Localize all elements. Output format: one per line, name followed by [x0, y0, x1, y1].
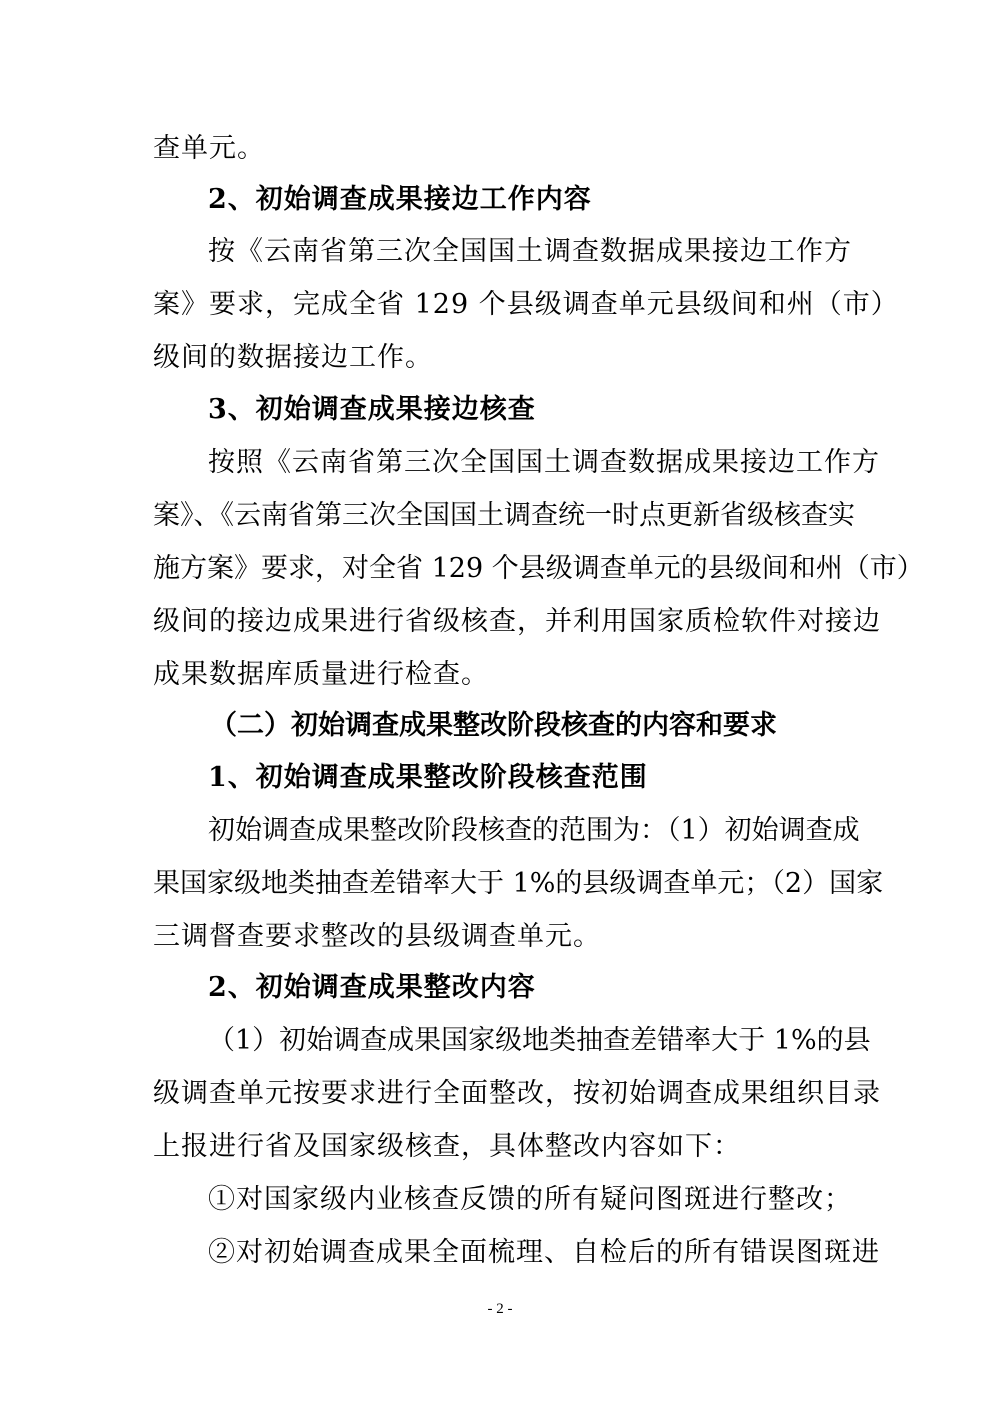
paragraph-line-20: 上报进行省及国家级核查，具体整改内容如下：: [153, 1131, 741, 1162]
paragraph-line-9: 施方案》要求，对全省 129 个县级调查单元的县级间和州（市）: [153, 553, 924, 584]
section-heading-2b: 2、初始调查成果整改内容: [208, 972, 536, 1003]
paragraph-line-7: 按照《云南省第三次全国国土调查数据成果接边工作方: [208, 447, 880, 478]
section-heading-3: 3、初始调查成果接边核查: [208, 394, 536, 425]
paragraph-line-15: 果国家级地类抽查差错率大于 1%的县级调查单元；（2）国家: [153, 868, 884, 899]
paragraph-line-14: 初始调查成果整改阶段核查的范围为：（1）初始调查成: [208, 815, 860, 846]
text-line-1: 查单元。: [153, 133, 265, 164]
paragraph-line-11: 成果数据库质量进行检查。: [153, 659, 489, 690]
section-heading-1: 1、初始调查成果整改阶段核查范围: [208, 762, 648, 793]
subsection-heading-2: （二）初始调查成果整改阶段核查的内容和要求: [210, 710, 777, 741]
section-heading-2: 2、初始调查成果接边工作内容: [208, 184, 592, 215]
list-item-1: ①对国家级内业核查反馈的所有疑问图斑进行整改；: [208, 1184, 852, 1215]
paragraph-line-8: 案》、《云南省第三次全国国土调查统一时点更新省级核查实: [153, 500, 855, 531]
paragraph-line-16: 三调督查要求整改的县级调查单元。: [153, 921, 601, 952]
paragraph-line-5: 级间的数据接边工作。: [153, 342, 433, 373]
paragraph-line-3: 按《云南省第三次全国国土调查数据成果接边工作方: [208, 236, 852, 267]
paragraph-line-18: （1）初始调查成果国家级地类抽查差错率大于 1%的县: [208, 1025, 871, 1056]
paragraph-line-4: 案》要求，完成全省 129 个县级调查单元县级间和州（市）: [153, 289, 899, 320]
paragraph-line-19: 级调查单元按要求进行全面整改，按初始调查成果组织目录: [153, 1078, 881, 1109]
paragraph-line-10: 级间的接边成果进行省级核查，并利用国家质检软件对接边: [153, 606, 881, 637]
list-item-2: ②对初始调查成果全面梳理、自检后的所有错误图斑进: [208, 1237, 880, 1268]
page-number: - 2 -: [487, 1301, 513, 1317]
